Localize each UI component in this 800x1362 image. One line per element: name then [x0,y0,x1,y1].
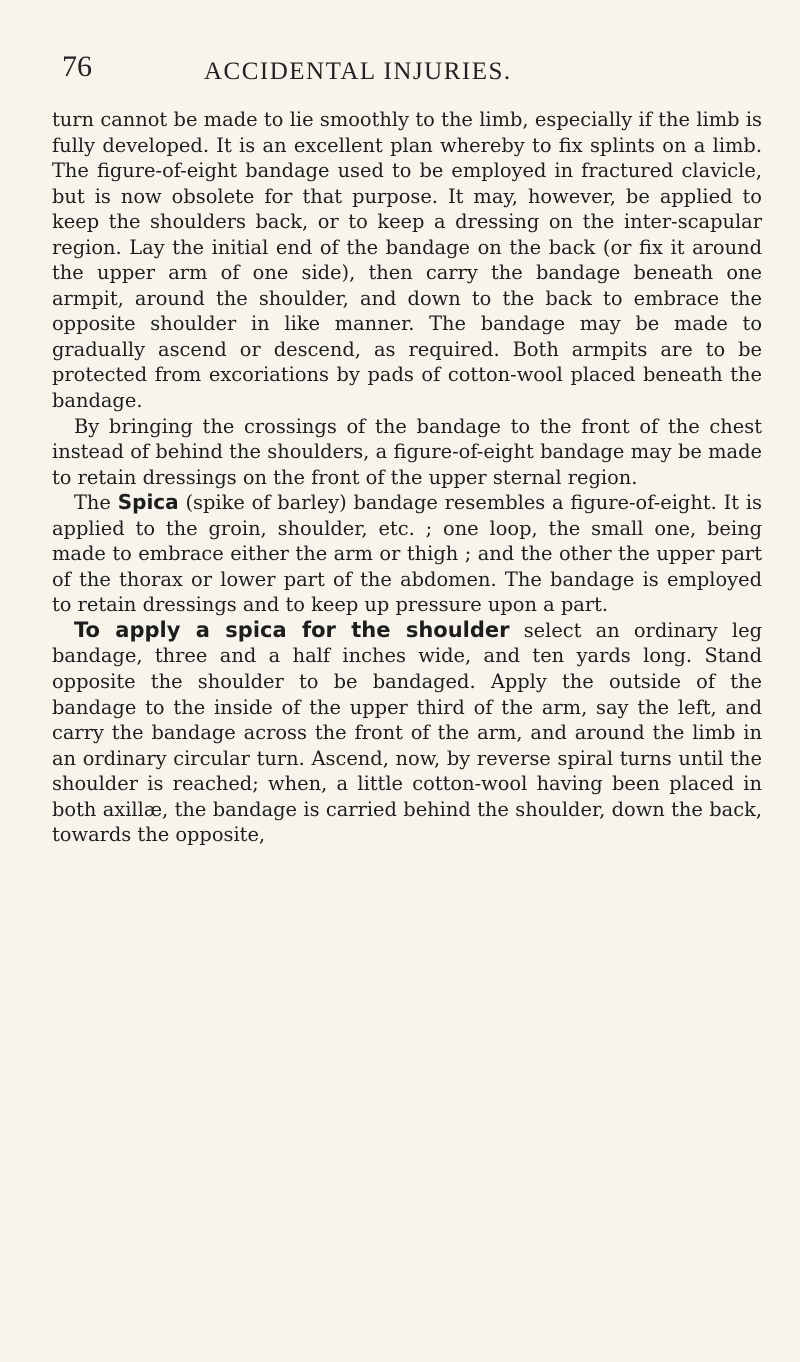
running-head: ACCIDENTAL INJURIES. [204,58,512,85]
page-number: 76 [62,50,92,83]
page-header [62,50,762,90]
paragraph-spica [52,490,762,618]
paragraph-figure-of-eight: turn cannot be made to lie smoothly to the limb, especially if the limb is fully developed. It is an excellent plan whereby to fix splints on a limb. The figure-of-eight bandage used to be employed in fractured clavicle, but is now obsolete for that purpose. It may, however, be applied to keep the shoulders back, or to keep a dressing on the inter-scapular region. Lay the initial end of the bandage on the back (or fix it around the upper arm of one side), then carry the bandage beneath one armpit, around the shoulder, and down to the back to embrace the opposite shoulder in like manner. The bandage may be made to gradually ascend or descend, as required. Both armpits are to be protected from excoriations by pads of cotton-wool placed beneath the bandage. [52,108,762,413]
paragraph-shoulder-spica [52,618,762,848]
spica-lead: The [74,491,111,515]
shoulder-spica-heading: To apply a spica for the shoulder [74,617,510,642]
spica-term: Spica [117,490,179,515]
body-text [52,107,762,848]
paragraph-chest-crossings: By bringing the crossings of the bandage to the front of the chest instead of behind the shoulders, a figure-of-eight bandage may be made to retain dressings on the front of the upper sternal region. [52,414,762,489]
shoulder-spica-instructions: select an ordinary leg bandage, three and a half inches wide, and ten yards long. Stand opposite the shoulder to be bandaged. Apply the outside of the bandage to the inside of the upper third of the arm, say the left, and carry the bandage across the front of the arm, and around the limb in an ordinary circular turn. Ascend, now, by reverse spiral turns until the shoulder is reached; when, a little cotton-wool having been placed in both axillæ, the bandage is carried behind the shoulder, down the back, towards the opposite, [52,618,763,847]
spica-description: (spike of barley) bandage resembles a figure-of-eight. It is applied to the groin, shoulder, etc. ; one loop, the small one, being made to embrace either the arm or thigh ; and the other the upper part of the thorax or lower part of the abdomen. The bandage is employed to retain dressings and to keep up pressure upon a part. [52,491,762,617]
